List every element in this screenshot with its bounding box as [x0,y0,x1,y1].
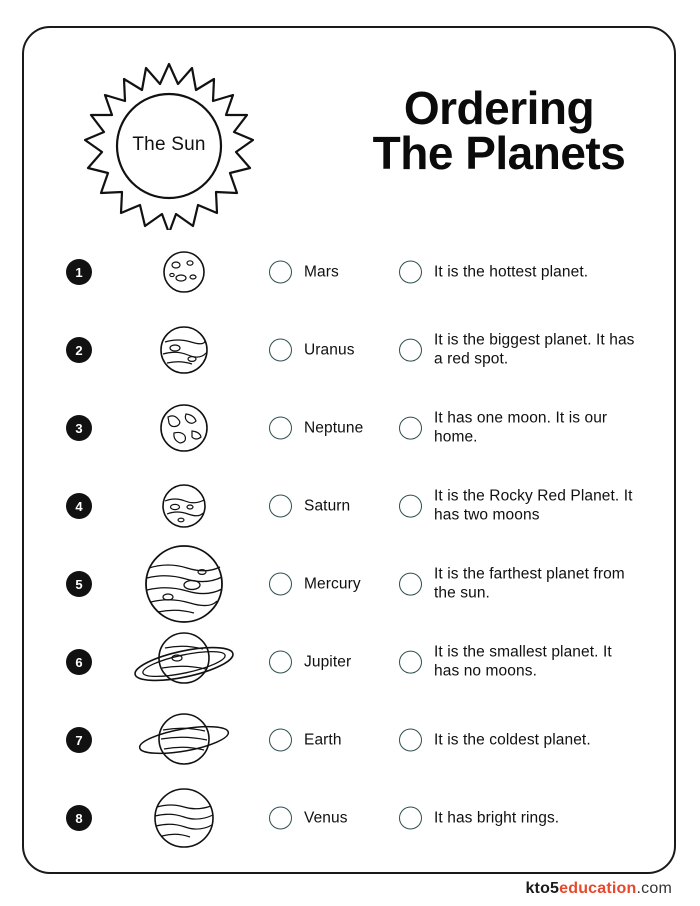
bubble-icon[interactable] [399,339,422,362]
planet-name-label: Neptune [304,419,364,437]
item-number: 6 [66,649,92,675]
planet-fact-label: It is the farthest planet from the sun. [434,565,625,602]
bubble-icon[interactable] [269,651,292,674]
bubble-icon[interactable] [269,261,292,284]
bubble-icon[interactable] [269,339,292,362]
planet-fact-label: It is the hottest planet. [434,263,589,281]
answer-option-fact[interactable] [399,487,639,526]
list-item [24,701,674,779]
planet-jupiter-icon [124,545,244,623]
brand-name: kto5 [525,880,560,897]
answer-option-name[interactable] [269,807,348,830]
item-number: 5 [66,571,92,597]
planet-venus-icon [124,311,244,389]
planet-fact-label: It is the Rocky Red Planet. It has two moons [434,487,633,524]
item-number: 4 [66,493,92,519]
planet-saturn-icon [124,623,244,701]
bubble-icon[interactable] [399,573,422,596]
item-number: 3 [66,415,92,441]
planet-name-label: Venus [304,809,348,827]
bubble-icon[interactable] [399,417,422,440]
item-number: 1 [66,259,92,285]
answer-option-fact[interactable] [399,729,639,752]
list-item [24,779,674,857]
planet-name-label: Mars [304,263,339,281]
answer-option-fact[interactable] [399,643,639,682]
bubble-icon[interactable] [399,729,422,752]
answer-option-name[interactable] [269,651,351,674]
bubble-icon[interactable] [269,807,292,830]
list-item [24,311,674,389]
planet-mercury-icon [124,233,244,311]
planet-uranus-icon [124,701,244,779]
brand-domain: .com [636,880,672,897]
bubble-icon[interactable] [269,573,292,596]
answer-option-name[interactable] [269,495,350,518]
item-number: 8 [66,805,92,831]
planet-fact-label: It is the coldest planet. [434,731,591,749]
item-number: 2 [66,337,92,363]
answer-option-name[interactable] [269,339,355,362]
worksheet-sheet [22,26,676,874]
bubble-icon[interactable] [399,261,422,284]
list-item [24,545,674,623]
answer-option-name[interactable] [269,417,363,440]
footer-brand [525,880,672,898]
bubble-icon[interactable] [399,495,422,518]
title-line-1: Ordering [403,82,595,134]
item-number: 7 [66,727,92,753]
list-item [24,623,674,701]
answer-option-fact[interactable] [399,807,639,830]
list-item [24,467,674,545]
planet-fact-label: It is the smallest planet. It has no moons. [434,643,612,680]
planet-name-label: Mercury [304,575,361,593]
planet-name-label: Saturn [304,497,351,515]
list-item [24,389,674,467]
planet-fact-label: It has one moon. It is our home. [434,409,608,446]
bubble-icon[interactable] [269,417,292,440]
planet-mars-icon [124,467,244,545]
sun-label: The Sun [132,134,206,155]
answer-option-fact[interactable] [399,409,639,448]
answer-option-fact[interactable] [399,261,639,284]
planet-fact-label: It is the biggest planet. It has a red spot. [434,331,635,368]
planet-neptune-icon [124,779,244,857]
answer-option-fact[interactable] [399,565,639,604]
page-title [344,82,654,180]
list-item [24,233,674,311]
bubble-icon[interactable] [399,807,422,830]
title-line-2: The Planets [372,127,626,180]
question-list [24,233,674,857]
planet-earth-icon [124,389,244,467]
bubble-icon[interactable] [269,495,292,518]
worksheet-header [24,38,674,233]
answer-option-name[interactable] [269,729,342,752]
answer-option-fact[interactable] [399,331,639,370]
sun-illustration [84,60,254,230]
answer-option-name[interactable] [269,573,361,596]
planet-name-label: Jupiter [304,653,352,671]
bubble-icon[interactable] [399,651,422,674]
bubble-icon[interactable] [269,729,292,752]
planet-name-label: Uranus [304,341,355,359]
answer-option-name[interactable] [269,261,339,284]
planet-name-label: Earth [304,731,342,749]
planet-fact-label: It has bright rings. [434,809,560,827]
brand-accent: education [559,880,637,897]
